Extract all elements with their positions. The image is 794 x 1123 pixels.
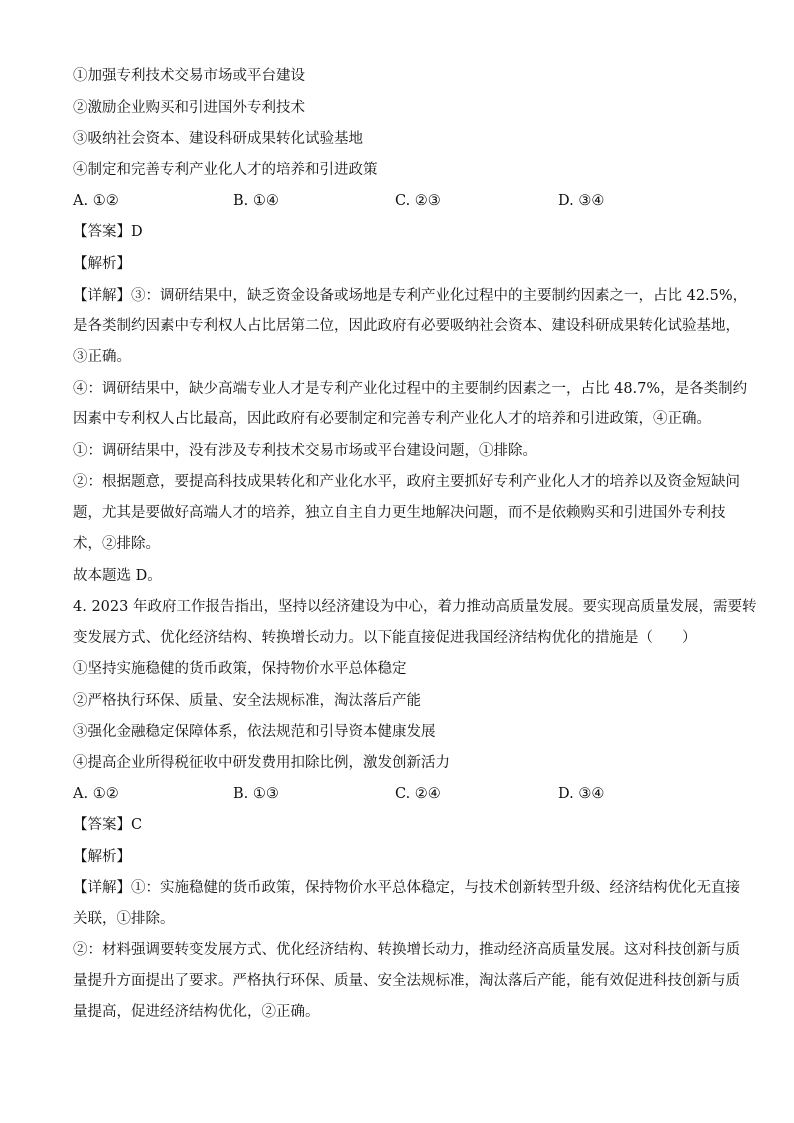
q3-analysis-label: 【解析】 (73, 256, 131, 272)
q3-option-a: A. ①② (73, 193, 119, 209)
q3-detail-line: 因素中专利权人占比最高，因此政府有必要制定和完善专利产业化人才的培养和引进政策，④正确。 (73, 411, 711, 427)
q4-detail-line: 关联，①排除。 (73, 911, 175, 927)
q4-option-b: B. ①③ (233, 786, 279, 802)
q3-detail-line: ③正确。 (73, 349, 131, 365)
q3-detail-line: ①：调研结果中，没有涉及专利技术交易市场或平台建设问题，①排除。 (73, 443, 537, 459)
q3-item-2: ②激励企业购买和引进国外专利技术 (73, 100, 305, 116)
q3-detail-line: 是各类制约因素中专利权人占比居第二位，因此政府有必要吸纳社会资本、建设科研成果转化试验基地， (73, 318, 740, 334)
q3-item-4: ④制定和完善专利产业化人才的培养和引进政策 (73, 162, 378, 178)
q3-item-1: ①加强专利技术交易市场或平台建设 (73, 68, 305, 84)
q4-detail-line: 量提高，促进经济结构优化，②正确。 (73, 1004, 320, 1020)
q3-option-c: C. ②③ (395, 193, 441, 209)
q4-options (73, 784, 733, 804)
q3-detail-line: ④：调研结果中，缺少高端专业人才是专利产业化过程中的主要制约因素之一，占比 48.7%，是各类制约 (73, 381, 748, 397)
q3-detail-line: 术，②排除。 (73, 536, 160, 552)
q3-answer: 【答案】D (73, 224, 143, 240)
q3-option-d: D. ③④ (558, 193, 605, 209)
q4-analysis-label: 【解析】 (73, 849, 131, 865)
q3-option-b: B. ①④ (233, 193, 279, 209)
q4-stem-line: 4. 2023 年政府工作报告指出，坚持以经济建设为中心，着力推动高质量发展。要实现高质量发展，需要转 (73, 599, 757, 615)
q3-options (73, 191, 733, 211)
q4-option-c: C. ②④ (395, 786, 441, 802)
q4-detail-line: ②：材料强调要转变发展方式、优化经济结构、转换增长动力，推动经济高质量发展。这对科技创新与质 (73, 942, 740, 958)
q4-stem-line: 变发展方式、优化经济结构、转换增长动力。以下能直接促进我国经济结构优化的措施是（ ） (73, 630, 697, 646)
q3-conclusion: 故本题选 D。 (73, 568, 162, 584)
q4-item-2: ②严格执行环保、质量、安全法规标准，淘汰落后产能 (73, 693, 421, 709)
q3-item-3: ③吸纳社会资本、建设科研成果转化试验基地 (73, 131, 363, 147)
q3-detail-line: 【详解】③：调研结果中，缺乏资金设备或场地是专利产业化过程中的主要制约因素之一，占比 42.5%， (73, 288, 748, 304)
q4-item-3: ③强化金融稳定保障体系，依法规范和引导资本健康发展 (73, 724, 436, 740)
q4-option-a: A. ①② (73, 786, 119, 802)
q4-item-1: ①坚持实施稳健的货币政策，保持物价水平总体稳定 (73, 661, 407, 677)
q4-detail-line: 量提升方面提出了要求。严格执行环保、质量、安全法规标准，淘汰落后产能，能有效促进科技创新与质 (73, 973, 740, 989)
q4-option-d: D. ③④ (558, 786, 605, 802)
q4-item-4: ④提高企业所得税征收中研发费用扣除比例，激发创新活力 (73, 755, 450, 771)
q3-detail-line: 题，尤其是要做好高端人才的培养，独立自主自力更生地解决问题，而不是依赖购买和引进国外专利技 (73, 505, 726, 521)
q4-detail-line: 【详解】①：实施稳健的货币政策，保持物价水平总体稳定，与技术创新转型升级、经济结构优化无直接 (73, 880, 740, 896)
q4-answer: 【答案】C (73, 817, 143, 833)
q3-detail-line: ②：根据题意，要提高科技成果转化和产业化水平，政府主要抓好专利产业化人才的培养以及资金短缺问 (73, 474, 740, 490)
